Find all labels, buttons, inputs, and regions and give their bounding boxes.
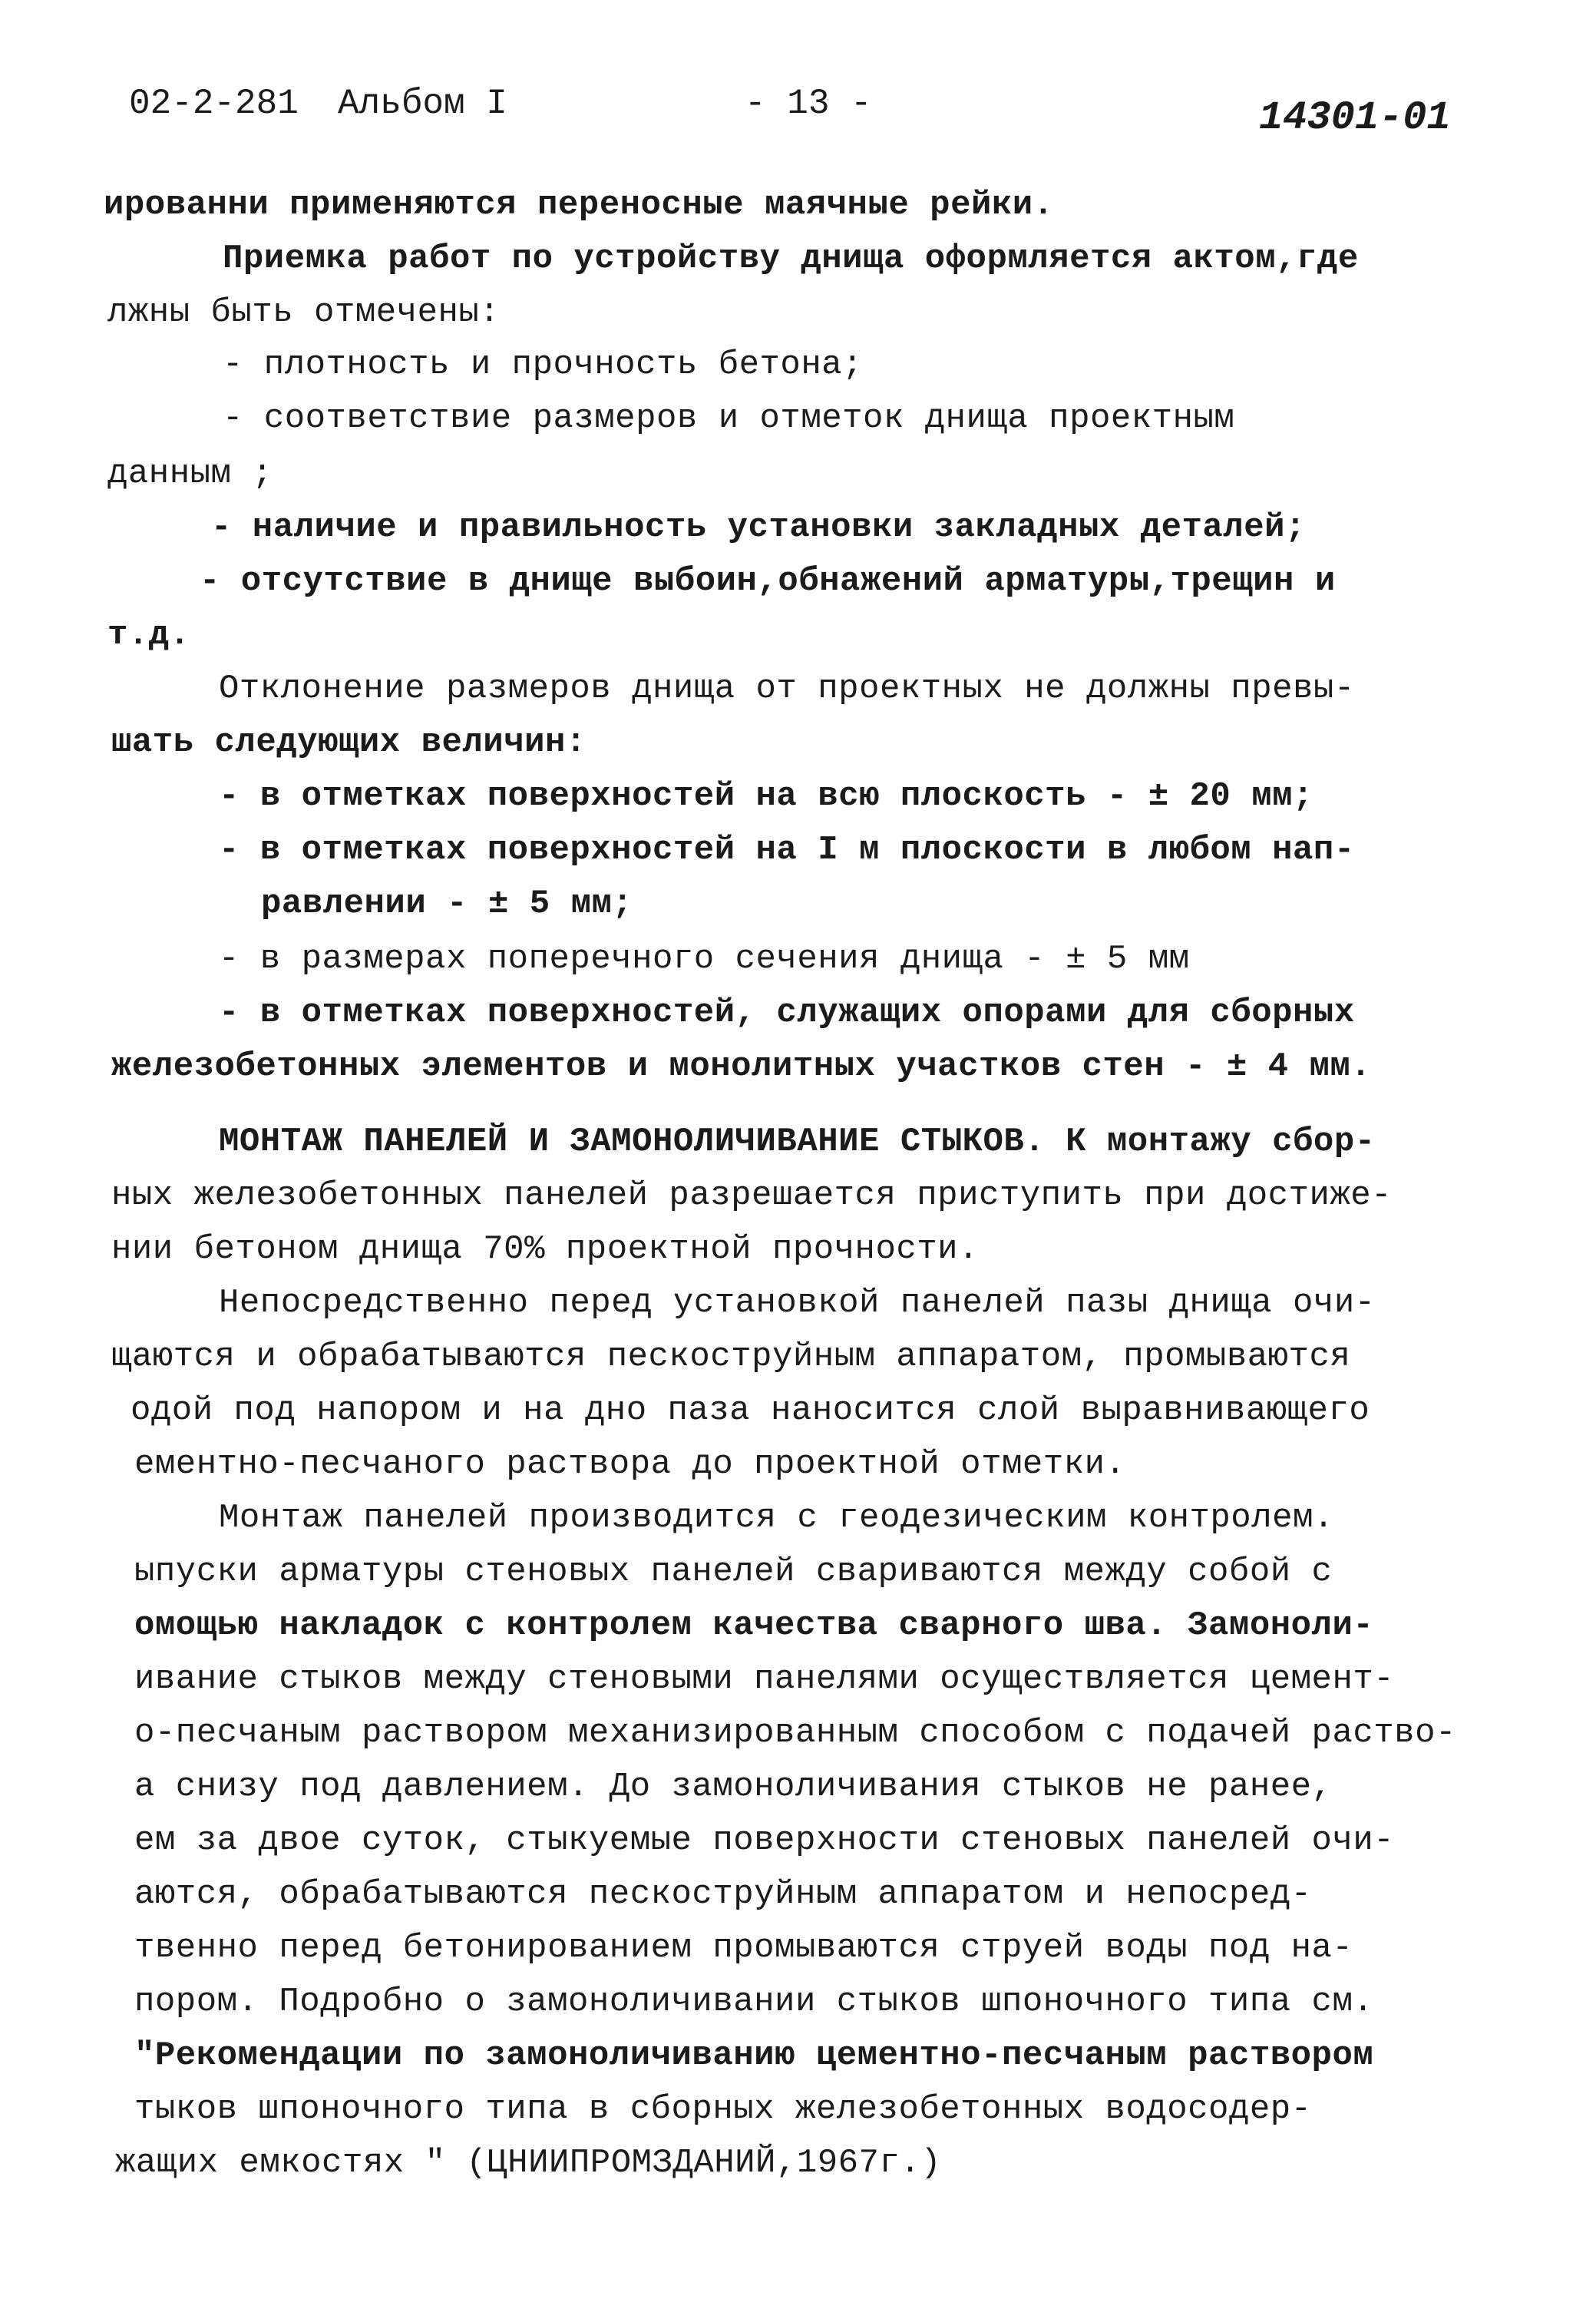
album-label: Альбом I — [338, 84, 507, 124]
text-line: твенно перед бетонированием промываются струей воды под на- — [134, 1929, 1353, 1967]
text-line: пором. Подробно о замоноличивании стыков шпоночного типа см. — [134, 1983, 1374, 2021]
text-line: тыков шпоночного типа в сборных железобетонных водосодер- — [134, 2090, 1312, 2128]
text-line: ыпуски арматуры стеновых панелей свариваются между собой с — [134, 1553, 1333, 1591]
text-line: ем за двое суток, стыкуемые поверхности стеновых панелей очи- — [134, 1821, 1395, 1860]
text-line: т.д. — [107, 616, 190, 654]
text-line: - в отметках поверхностей на всю плоскость - ± 20 мм; — [219, 777, 1313, 815]
text-line: - наличие и правильность установки закладных деталей; — [211, 508, 1306, 547]
text-line: омощью накладок с контролем качества сварного шва. Замоноли- — [134, 1606, 1374, 1645]
text-line: шать следующих величин: — [111, 723, 587, 762]
text-line: жащих емкостях " (ЦНИИПРОМЗДАНИЙ,1967г.) — [115, 2144, 942, 2182]
text-line: железобетонных элементов и монолитных участков стен - ± 4 мм. — [111, 1047, 1372, 1086]
text-line: - соответствие размеров и отметок днища проектным — [223, 399, 1235, 438]
text-line: лжны быть отмечены: — [107, 293, 501, 332]
text-line: Приемка работ по устройству днища оформляется актом,где — [223, 240, 1359, 278]
text-line: ементно-песчаного раствора до проектной отметки. — [134, 1445, 1126, 1484]
text-line: Монтаж панелей производится с геодезическим контролем. — [219, 1499, 1334, 1537]
text-line: ных железобетонных панелей разрешается приступить при достиже- — [111, 1176, 1393, 1215]
text-line: Отклонение размеров днища от проектных не должны превы- — [219, 670, 1355, 708]
text-line: аются, обрабатываются пескоструйным аппаратом и непосред- — [134, 1875, 1312, 1914]
text-line: "Рекомендации по замоноличиванию цементно-песчаным раствором — [134, 2036, 1374, 2075]
page-number: - 13 - — [745, 84, 872, 124]
text-line: нии бетоном днища 70% проектной прочности. — [111, 1230, 979, 1268]
text-line: а снизу под давлением. До замоноличивания стыков не ранее, — [134, 1768, 1333, 1806]
text-line: щаются и обрабатываются пескоструйным аппаратом, промываются — [111, 1338, 1351, 1376]
text-line: Непосредственно перед установкой панелей пазы днища очи- — [219, 1284, 1376, 1322]
handwritten-number: 14301-01 — [1259, 95, 1451, 141]
text-line: равлении - ± 5 мм; — [261, 885, 633, 923]
text-line: - в размерах поперечного сечения днища - ± 5 мм — [219, 940, 1190, 978]
text-line: - в отметках поверхностей на I м плоскости в любом нап- — [219, 831, 1355, 869]
text-line: данным ; — [107, 455, 273, 493]
text-line: о-песчаным раствором механизированным способом с подачей раство- — [134, 1714, 1456, 1752]
document-code: 02-2-281 — [129, 84, 299, 124]
text-line: - отсутствие в днище выбоин,обнажений арматуры,трещин и — [200, 562, 1336, 600]
text-line: одой под напором и на дно паза наносится слой выравнивающего — [131, 1391, 1370, 1430]
section-heading-line: МОНТАЖ ПАНЕЛЕЙ И ЗАМОНОЛИЧИВАНИЕ СТЫКОВ. К монтажу сбор- — [219, 1123, 1376, 1161]
text-line: - в отметках поверхностей, служащих опорами для сборных — [219, 994, 1355, 1032]
text-line: ированни применяются переносные маячные рейки. — [104, 186, 1054, 224]
text-line: - плотность и прочность бетона; — [223, 346, 864, 384]
text-line: ивание стыков между стеновыми панелями осуществляется цемент- — [134, 1660, 1395, 1698]
